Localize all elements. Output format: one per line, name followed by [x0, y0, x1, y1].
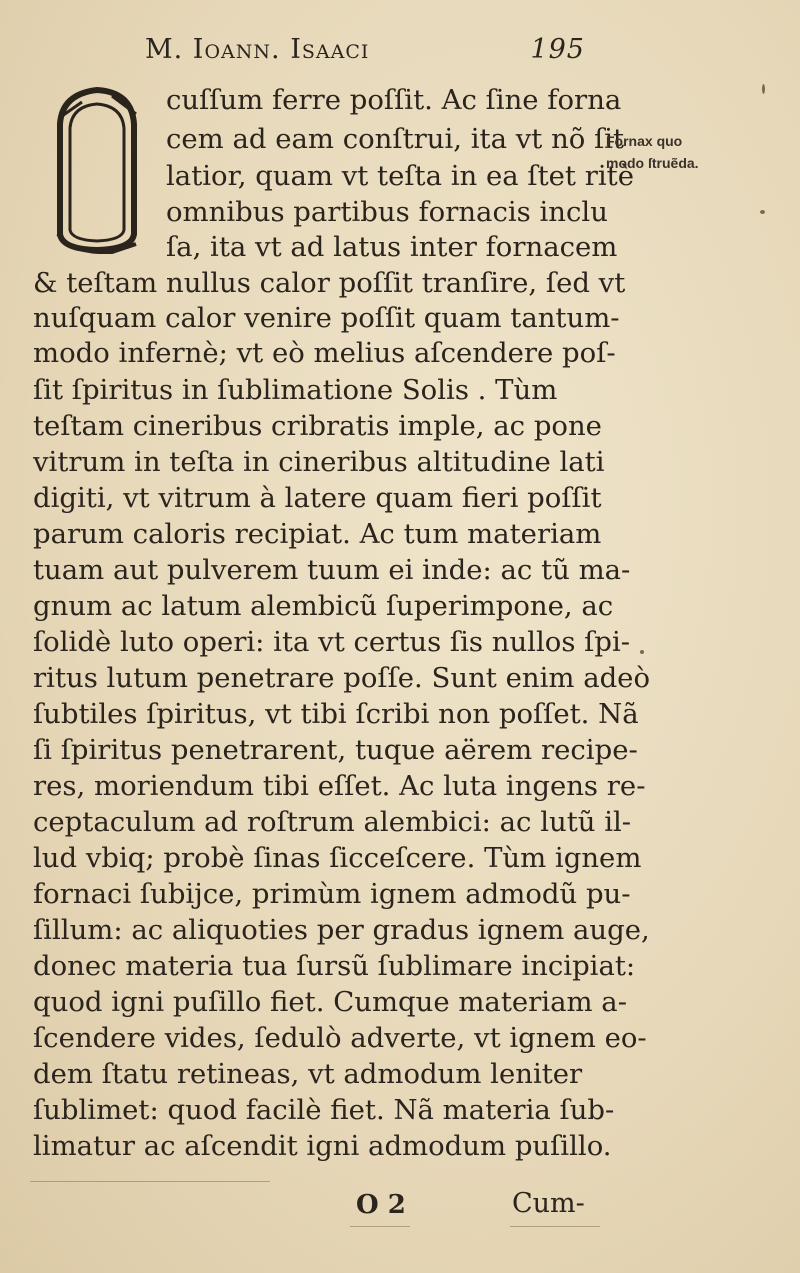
text-line: teſtam cineribus cribratis imple, ac pone: [33, 410, 602, 442]
text-line: ſit ſpiritus in ſublimatione Solis . Tùm: [33, 374, 558, 406]
text-line: ritus lutum penetrare poſſe. Sunt enim adeò: [33, 662, 651, 694]
text-line: lud vbiq; probè ſinas ſicceſcere. Tùm ignem: [33, 842, 642, 874]
text-line: tuam aut pulverem tuum ei inde: ac tũ ma-: [33, 554, 631, 586]
text-line: digiti, vt vitrum à latere quam fieri poſſit: [33, 482, 602, 514]
text-line: latior, quam vt teſta in ea ſtet ritè: [166, 160, 634, 192]
paper-speck: [762, 84, 765, 94]
text-line: fornaci ſubijce, primùm ignem admodũ pu-: [33, 878, 631, 910]
text-line: res, moriendum tibi eſſet. Ac luta ingens re-: [33, 770, 646, 802]
text-line: parum caloris recipiat. Ac tum materiam: [33, 518, 602, 550]
paper-speck: [760, 210, 765, 214]
text-line: ſa, ita vt ad latus inter fornacem: [166, 231, 618, 263]
text-line: gnum ac latum alembicũ ſuperimpone, ac: [33, 590, 614, 622]
paper-speck: [640, 650, 644, 654]
text-line: modo infernè; vt eò melius aſcendere poſ-: [33, 337, 616, 369]
page-number: 195: [530, 34, 585, 65]
print-smudge: [510, 1226, 600, 1227]
text-line: omnibus partibus fornacis inclu: [166, 196, 608, 228]
print-smudge: [30, 1181, 270, 1182]
text-line: ſublimet: quod facilè fiet. Nã materia ſub-: [33, 1094, 615, 1126]
text-line: donec materia tua ſursũ ſublimare incipiat:: [33, 950, 636, 982]
text-line: cem ad eam conſtrui, ita vt nõ ſit: [166, 123, 625, 155]
drop-cap-letter: [52, 84, 142, 254]
text-line: limatur ac aſcendit igni admodum puſillo.: [33, 1130, 612, 1162]
catchword: Cum-: [512, 1188, 585, 1219]
text-line: ſi ſpiritus penetrarent, tuque aërem recipe-: [33, 734, 638, 766]
signature-mark: O 2: [356, 1190, 406, 1220]
text-line: ceptaculum ad roſtrum alembici: ac lutũ il-: [33, 806, 632, 838]
running-head: M. Ioann. Isaaci: [145, 34, 370, 65]
marginal-note-line: modo ſtruẽda.: [606, 154, 699, 171]
drop-cap-initial: [52, 84, 142, 254]
text-line: vitrum in teſta in cineribus altitudine lati: [33, 446, 605, 478]
text-line: ſubtiles ſpiritus, vt tibi ſcribi non poſſet. Nã: [33, 698, 639, 730]
marginal-note-line: Fornax quo: [606, 133, 683, 149]
text-line: & teſtam nullus calor poſſit tranſire, ſed vt: [33, 267, 626, 299]
text-line: quod igni puſillo fiet. Cumque materiam a-: [33, 986, 627, 1018]
text-line: nuſquam calor venire poſſit quam tantum-: [33, 302, 620, 334]
text-line: ſcendere vides, ſedulò adverte, vt ignem eo-: [33, 1022, 647, 1054]
text-line: dem ſtatu retineas, vt admodum leniter: [33, 1058, 583, 1090]
print-smudge: [350, 1226, 410, 1227]
text-line: ſillum: ac aliquoties per gradus ignem auge,: [33, 914, 650, 946]
marginal-note: [606, 131, 796, 174]
text-line: ſolidè luto operi: ita vt certus ſis nullos ſpi-: [33, 626, 631, 658]
page-header: [145, 34, 585, 74]
text-line: cuſſum ferre poſſit. Ac ſine forna: [166, 84, 622, 116]
